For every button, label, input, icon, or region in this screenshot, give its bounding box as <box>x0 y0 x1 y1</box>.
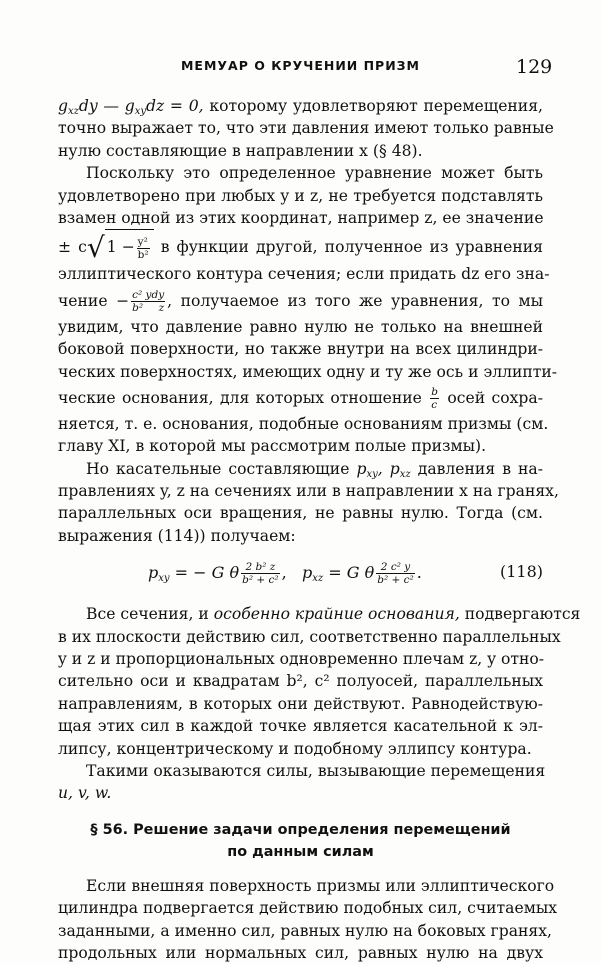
text-line: правлениях y, z на сечениях или в направлении x на гранях, <box>58 482 559 501</box>
text-line: Поскольку это определенное уравнение может быть <box>86 164 543 183</box>
page-body <box>58 95 581 964</box>
text-line: липсу, концентрическому и подобному эллипсу контура. <box>58 739 532 758</box>
text-line: в их плоскости действию сил, соответственно параллельных <box>58 627 561 646</box>
fraction: $\frac{\text{c² ydy}}{\text{b² z}}$ <box>132 289 165 315</box>
equation-118 <box>58 547 543 603</box>
radical-sign: √ <box>86 231 105 265</box>
text-line: u, v, w. <box>58 784 112 803</box>
text-line-with-fraction: чение − $\frac{\text{c² ydy}}{\text{b² z}}$ , получаемое из того же уравнения, то мы <box>58 289 543 315</box>
text-line: главу XI, в которой мы рассмотрим полые призмы). <box>58 437 487 456</box>
text-line: Такими оказываются силы, вызывающие перемещения <box>86 761 546 780</box>
fraction: $\frac{\text{2 b² z}}{\text{b² + c²}}$ <box>242 561 279 587</box>
text-line: эллиптического контура сечения; если придать dz его зна- <box>58 265 550 284</box>
text-line: заданными, а именно сил, равных нулю на боковых гранях, <box>58 921 552 940</box>
text-line-with-radical: ± c√ 1 − $\frac{\text{y²}}{\text{b²}}$ в функции другой, полученное из уравнения <box>58 231 543 265</box>
text-line: y и z и пропорциональных одновременно плечам z, y отно- <box>58 650 545 669</box>
text-line: направлениям, в которых они действуют. Равнодействую- <box>58 694 543 713</box>
text-line-with-fraction: ческие основания, для которых отношение $\frac{b}{c}$ осей сохра- <box>58 386 543 412</box>
text-line: ческих поверхностях, имеющих одну и ту же ось и эллипти- <box>58 362 558 381</box>
text-line: выражения (114)) получаем: <box>58 526 296 545</box>
text-line: точно выражает то, что эти давления имеют только равные <box>58 119 554 138</box>
fraction: $\frac{b}{c}$ <box>431 386 439 412</box>
text-line: параллельных оси вращения, не равны нулю. Тогда (см. <box>58 504 543 523</box>
text-line: увидим, что давление равно нулю не только на внешней <box>58 317 543 336</box>
text-line: боковой поверхности, но также внутри на всех цилиндри- <box>58 340 543 359</box>
text-line: удовлетворено при любых y и z, не требуется подставлять <box>58 186 543 205</box>
text-line: щая этих сил в каждой точке является касательной к эл- <box>58 717 543 736</box>
page-number: 129 <box>516 56 553 78</box>
equation-body: $p_{xy}$ = − G θ $\frac{\text{2 b² z}}{\text{b² + c²}}$ , $p_{xz} = G$ θ $\frac{\text{2 c² y}}{\text{b² + c²}}$ . <box>148 561 422 587</box>
text-line: взамен одной из этих координат, например z, ее значение <box>58 208 544 227</box>
running-title: МЕМУАР О КРУЧЕНИИ ПРИЗМ <box>180 58 420 73</box>
text-line: няется, т. е. основания, подобные основаниям призмы (см. <box>58 414 549 433</box>
fraction: $\frac{\text{y²}}{\text{b²}}$ <box>137 235 149 261</box>
text-line: Но касательные составляющие $p_{xy}$, $p_{xz}$ давления в на- <box>86 459 543 480</box>
text-line: $g_{xz}dy$ — $g_{xy}dz = 0$, которому удовлетворяют перемещения, <box>58 97 543 117</box>
text-line: Если внешняя поверхность призмы или эллиптического <box>86 876 555 895</box>
text-line: продольных или нормальных сил, равных нулю на двух <box>58 943 543 962</box>
section-heading: § 56. Решение задачи определения перемещений по данным силам <box>90 821 511 860</box>
fraction: $\frac{\text{2 c² y}}{\text{b² + c²}}$ <box>377 561 414 587</box>
text-line: цилиндра подвергается действию подобных сил, считаемых <box>58 899 558 918</box>
text-line: Все сечения, и особенно крайние основания, подвергаются <box>86 605 581 624</box>
equation-number: (118) <box>499 562 543 582</box>
text-line: сительно оси и квадратам b², c² полуосей, параллельных <box>58 672 543 691</box>
text-line: нулю составляющие в направлении x (§ 48). <box>58 141 423 160</box>
